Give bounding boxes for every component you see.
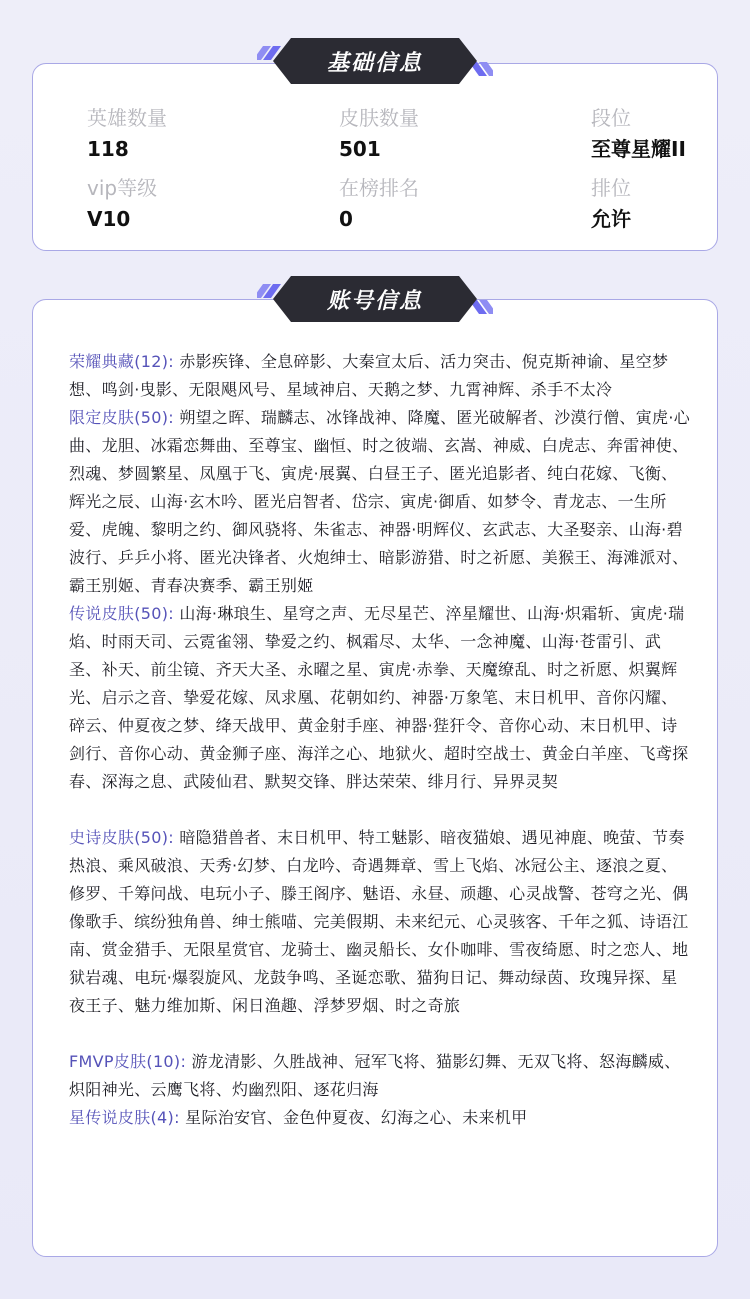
- skin-items: 山海·琳琅生、星穹之声、无尽星芒、淬星耀世、山海·炽霜斩、寅虎·瑞焰、时雨天司、云霓雀翎、挚爱之约、枫霜尽、太华、一念神魔、山海·苍雷引、武圣、补天、前尘镜、齐天大圣、永曜之星、寅虎·赤拳、天魔缭乱、时之祈愿、炽翼辉光、启示之音、挚爱花嫁、凤求凰、花朝如约、神器·万象笔、末日机甲、音你闪耀、碎云、仲夏夜之梦、绛天战甲、黄金射手座、神器·狴犴令、音你心动、末日机甲、诗剑行、音你心动、黄金狮子座、海洋之心、地狱火、超时空战士、黄金白羊座、飞鸢探春、深海之息、武陵仙君、默契交锋、胖达荣荣、绯月行、异界灵契: [69, 604, 689, 791]
- skin-category-label: 传说皮肤(50):: [69, 604, 174, 623]
- account-info-card: [32, 299, 718, 1257]
- skin-items: 朔望之晖、瑞麟志、冰锋战神、降魔、匿光破解者、沙漠行僧、寅虎·心曲、龙胆、冰霜恋舞曲、至尊宝、幽恒、时之彼端、玄嵩、神威、白虎志、奔雷神使、烈魂、梦圆繁星、凤凰于飞、寅虎·展翼、白昼王子、匿光追影者、纯白花嫁、飞衡、辉光之辰、山海·玄木吟、匿光启智者、岱宗、寅虎·御盾、如梦令、青龙志、一生所爱、虎魄、黎明之约、御风骁将、朱雀志、神器·明辉仪、玄武志、大圣娶亲、山海·碧波行、乒乒小将、匿光决锋者、火炮绅士、暗影游猎、时之祈愿、美猴王、海滩派对、霸王别姬、青春决赛季、霸王别姬: [69, 408, 691, 595]
- stat-label: vip等级: [87, 176, 158, 200]
- skin-items: 游龙清影、久胜战神、冠军飞将、猫影幻舞、无双飞将、怒海麟威、炽阳神光、云鹰飞将、灼幽烈阳、逐花归海: [69, 1052, 681, 1099]
- skin-category-label: 史诗皮肤(50):: [69, 828, 174, 847]
- skin-items: 星际治安官、金色仲夏夜、幻海之心、未来机甲: [185, 1108, 528, 1127]
- stat-value: 至尊星耀II: [591, 137, 686, 161]
- skin-group-fmvp: [69, 1048, 693, 1104]
- section-header-account: [257, 276, 493, 322]
- stat-value: V10: [87, 207, 131, 231]
- skin-category-label: 星传说皮肤(4):: [69, 1108, 180, 1127]
- stat-label: 皮肤数量: [339, 106, 419, 130]
- section-title: 基础信息: [326, 50, 423, 76]
- stat-label: 在榜排名: [339, 176, 419, 200]
- skin-group-legend: [69, 600, 693, 796]
- basic-info-card: [32, 63, 718, 251]
- stat-label: 排位: [591, 176, 631, 200]
- stat-value: 501: [339, 137, 381, 161]
- skin-group-star-legend: [69, 1104, 693, 1132]
- skin-category-label: 荣耀典藏(12):: [69, 352, 174, 371]
- skin-group-honor: [69, 348, 693, 404]
- basic-stats-grid: [87, 104, 707, 244]
- skin-items: 赤影疾锋、全息碎影、大秦宣太后、活力突击、倪克斯神谕、星空梦想、鸣剑·曳影、无限飓风号、星域神启、天鹅之梦、九霄神辉、杀手不太冷: [69, 352, 669, 399]
- skin-category-label: 限定皮肤(50):: [69, 408, 174, 427]
- skin-items: 暗隐猎兽者、末日机甲、特工魅影、暗夜猫娘、遇见神鹿、晚萤、节奏热浪、乘风破浪、天秀·幻梦、白龙吟、奇遇舞章、雪上飞焰、冰冠公主、逐浪之夏、修罗、千筹问战、电玩小子、滕王阁序、魅语、永昼、顽趣、心灵战警、苍穹之光、偶像歌手、缤纷独角兽、绅士熊喵、完美假期、未来纪元、心灵骇客、千年之狐、诗语江南、赏金猎手、无限星赏官、龙骑士、幽灵船长、女仆咖啡、雪夜绮愿、时之恋人、地狱岩魂、电玩·爆裂旋风、龙鼓争鸣、圣诞恋歌、猫狗日记、舞动绿茵、玫瑰异探、星夜王子、魅力维加斯、闲日渔趣、浮梦罗烟、时之奇旅: [69, 828, 689, 1015]
- stat-leaderboard-rank: [339, 174, 591, 244]
- stat-hero-count: [87, 104, 339, 174]
- skin-group-epic: [69, 824, 693, 1020]
- stat-label: 英雄数量: [87, 106, 167, 130]
- stat-value: 允许: [591, 207, 631, 231]
- stat-ranked-allowed: [591, 174, 707, 244]
- section-title: 账号信息: [326, 288, 423, 314]
- stat-value: 118: [87, 137, 129, 161]
- stat-vip-level: [87, 174, 339, 244]
- stat-skin-count: [339, 104, 591, 174]
- section-header-basic: [257, 38, 493, 84]
- skin-group-limited: [69, 404, 693, 600]
- stat-value: 0: [339, 207, 353, 231]
- stat-label: 段位: [591, 106, 631, 130]
- skin-category-label: FMVP皮肤(10):: [69, 1052, 187, 1071]
- stat-rank-tier: [591, 104, 707, 174]
- skin-list: [69, 348, 693, 1132]
